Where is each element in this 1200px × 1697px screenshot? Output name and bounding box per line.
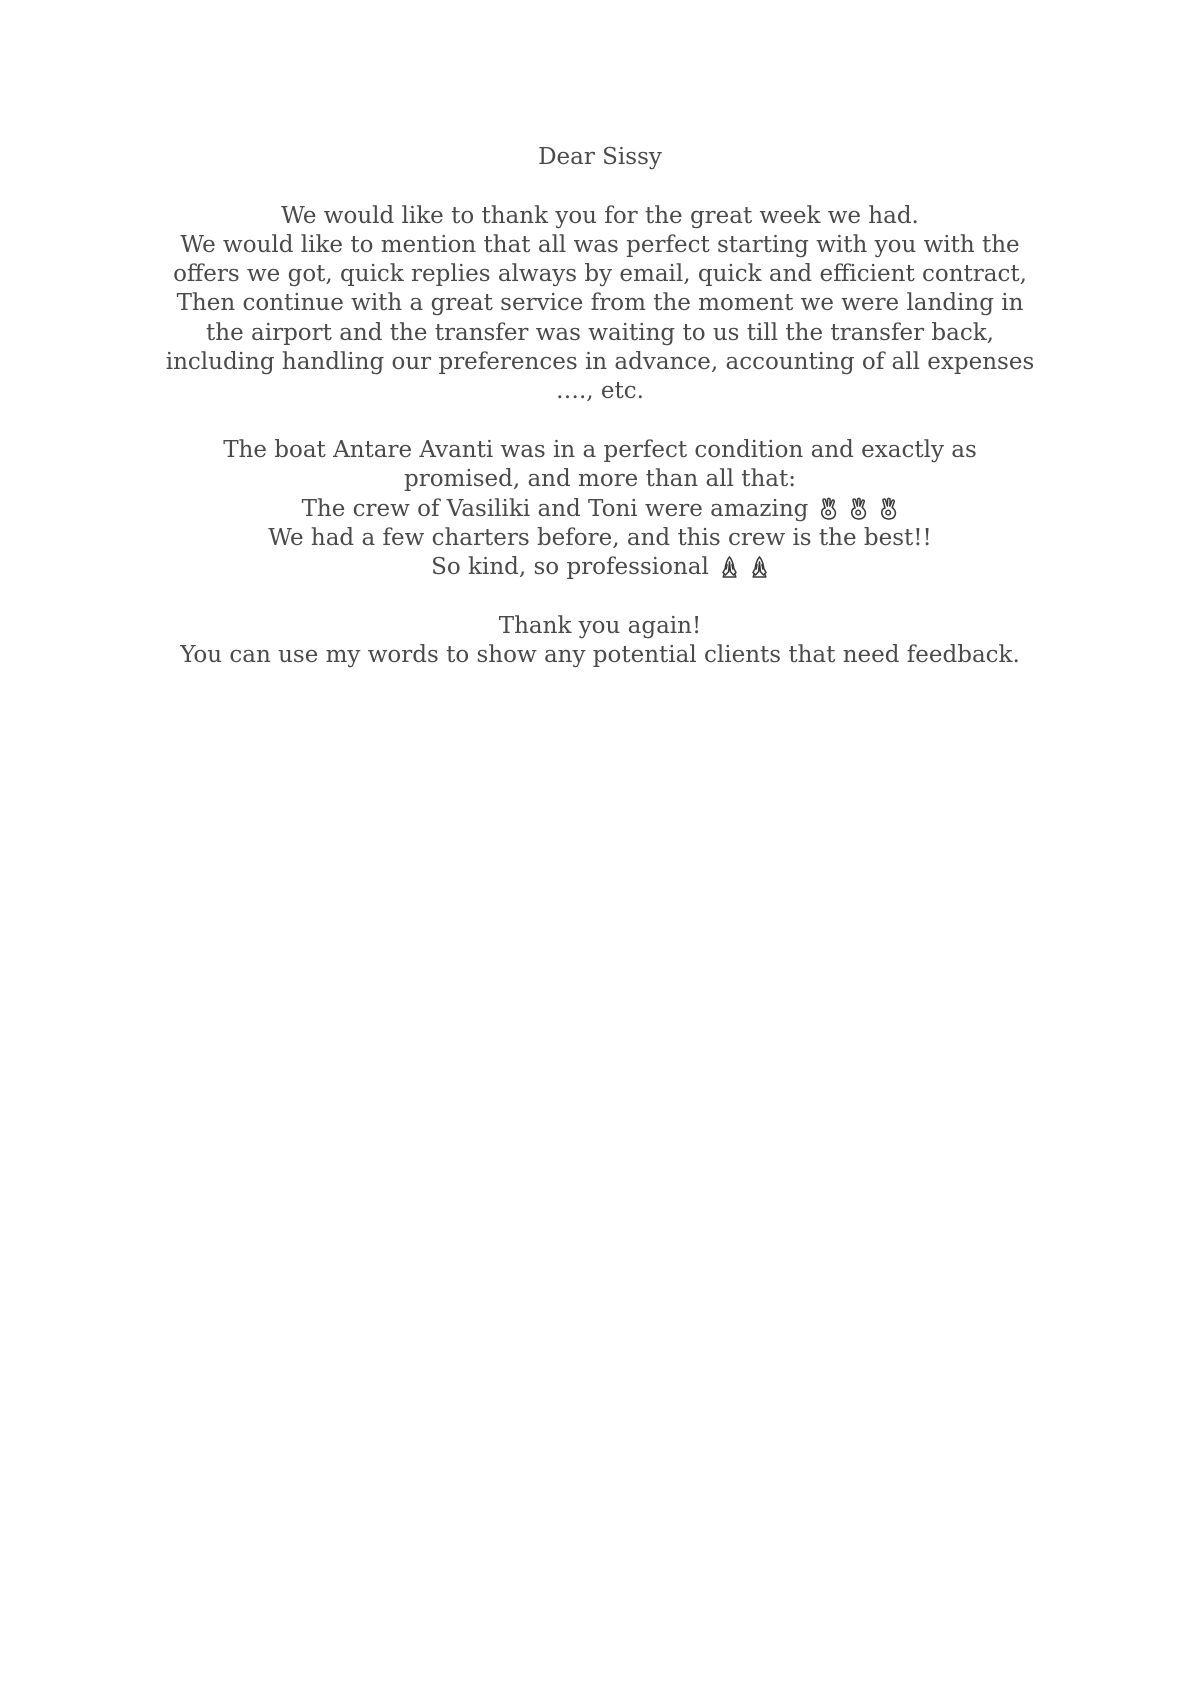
paragraph-gap	[0, 582, 1200, 611]
paragraph2-line: The boat Antare Avanti was in a perfect condition and exactly as	[223, 436, 977, 463]
paragraph1-line: offers we got, quick replies always by email, quick and efficient contract,	[173, 261, 1027, 288]
closing-thanks: Thank you again!	[498, 612, 702, 639]
greeting: Dear Sissy	[538, 144, 662, 170]
praying-hands-icon	[750, 555, 769, 579]
ok-hand-icon	[849, 497, 868, 521]
ok-hand-emoji-group	[808, 496, 898, 522]
crew-line	[0, 495, 1200, 524]
closing-permission: You can use my words to show any potential clients that need feedback.	[180, 642, 1020, 669]
paragraph-gap	[0, 172, 1200, 201]
praying-hands-icon	[720, 555, 739, 579]
paragraph2-line: promised, and more than all that:	[403, 466, 796, 493]
professional-line	[0, 553, 1200, 582]
professional-line-text: So kind, so professional	[431, 554, 709, 581]
crew-line-text: The crew of Vasiliki and Toni were amazing	[301, 495, 809, 522]
paragraph-gap	[0, 407, 1200, 436]
ok-hand-icon	[879, 497, 898, 521]
paragraph1-line: We would like to mention that all was perfect starting with you with the	[180, 231, 1020, 258]
letter-body	[0, 143, 1200, 670]
ok-hand-icon	[819, 497, 838, 521]
paragraph1-line: the airport and the transfer was waiting to us till the transfer back,	[206, 319, 994, 346]
paragraph1-line: Then continue with a great service from the moment we were landing in	[176, 290, 1024, 317]
paragraph1-line: We would like to thank you for the great week we had.	[281, 202, 919, 229]
paragraph1-line: including handling our preferences in advance, accounting of all expenses	[165, 349, 1035, 376]
praying-hands-emoji-group	[709, 554, 769, 580]
paragraph2-line: We had a few charters before, and this crew is the best!!	[268, 524, 932, 551]
paragraph1-line: …., etc.	[556, 378, 644, 405]
